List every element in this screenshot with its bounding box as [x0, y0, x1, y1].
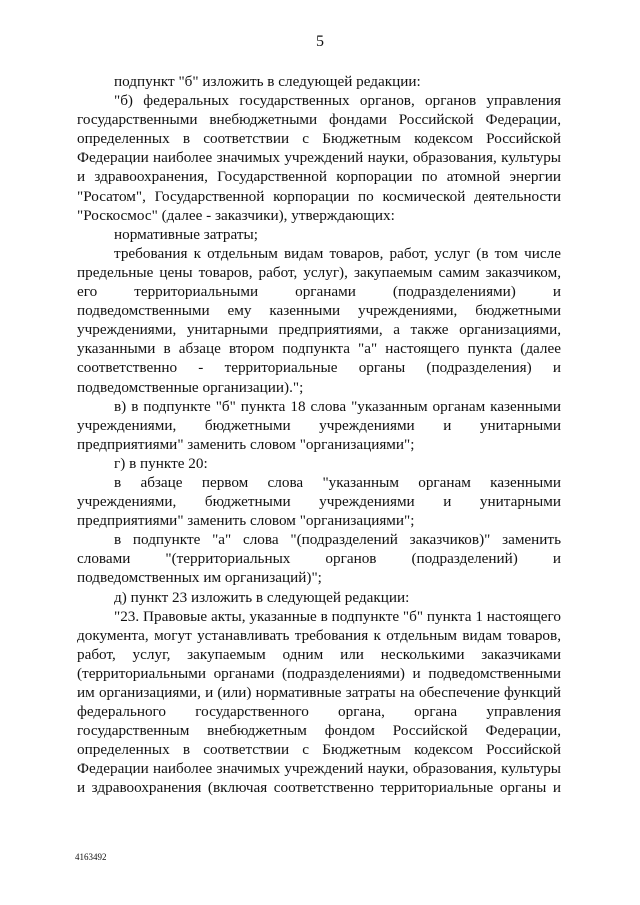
paragraph: "23. Правовые акты, указанные в подпункте "б" пункта 1 настоящего документа, могут устанавливать требования к отдельным видам товаров, работ, услуг, закупаемым одним или несколькими заказчиками (территориальными органами (подразделениями) и подведомственными им организациями, и (или) нормативные затраты на обеспечение функций федерального государственного органа, органа управления государственным внебюджетным фондом Российской Федерации, определенных в соответствии с Бюджетным кодексом Российской Федерации наиболее значимых учреждений науки, образования, культуры и здравоохранения (включая соответственно территориальные органы и: [77, 607, 561, 797]
paragraph: нормативные затраты;: [114, 225, 258, 243]
page-number: 5: [316, 33, 324, 50]
paragraph: в) в подпункте "б" пункта 18 слова "указанным органам казенными учреждениями, бюджетными учреждениями и унитарными предприятиями" заменить словом "организациями";: [77, 397, 561, 453]
paragraph: "б) федеральных государственных органов, органов управления государственными внебюджетными фондами Российской Федерации, определенных в соответствии с Бюджетным кодексом Российской Федерации наиболее значимых учреждений науки, образования, культуры и здравоохранения, Государственной корпорации по атомной энергии "Росатом", Государственной корпорации по космической деятельности "Роскосмос" (далее - заказчики), утверждающих:: [77, 92, 561, 224]
paragraph: подпункт "б" изложить в следующей редакции:: [114, 73, 421, 90]
document-id: 4163492: [75, 852, 107, 862]
paragraph: в подпункте "а" слова "(подразделений заказчиков)" заменить словами "(территориальных органов (подразделений) и подведомственных им организаций)";: [77, 531, 561, 587]
paragraph: требования к отдельным видам товаров, работ, услуг (в том числе предельные цены товаров, работ, услуг), закупаемым самим заказчиком, его территориальными органами (подразделениями) и подведомственными ему казенными учреждениями, бюджетными учреждениями, унитарными предприятиями, а также организациями, указанными в абзаце втором подпункта "а" настоящего пункта (далее соответственно - территориальные органы (подразделения) и подведомственные организации).";: [77, 244, 561, 396]
paragraph: в абзаце первом слова "указанным органам казенными учреждениями, бюджетными учреждениями и унитарными предприятиями" заменить словом "организациями";: [77, 473, 561, 530]
document-body: [77, 72, 561, 798]
paragraph: г) в пункте 20:: [114, 454, 208, 472]
paragraph: д) пункт 23 изложить в следующей редакции:: [114, 588, 410, 606]
